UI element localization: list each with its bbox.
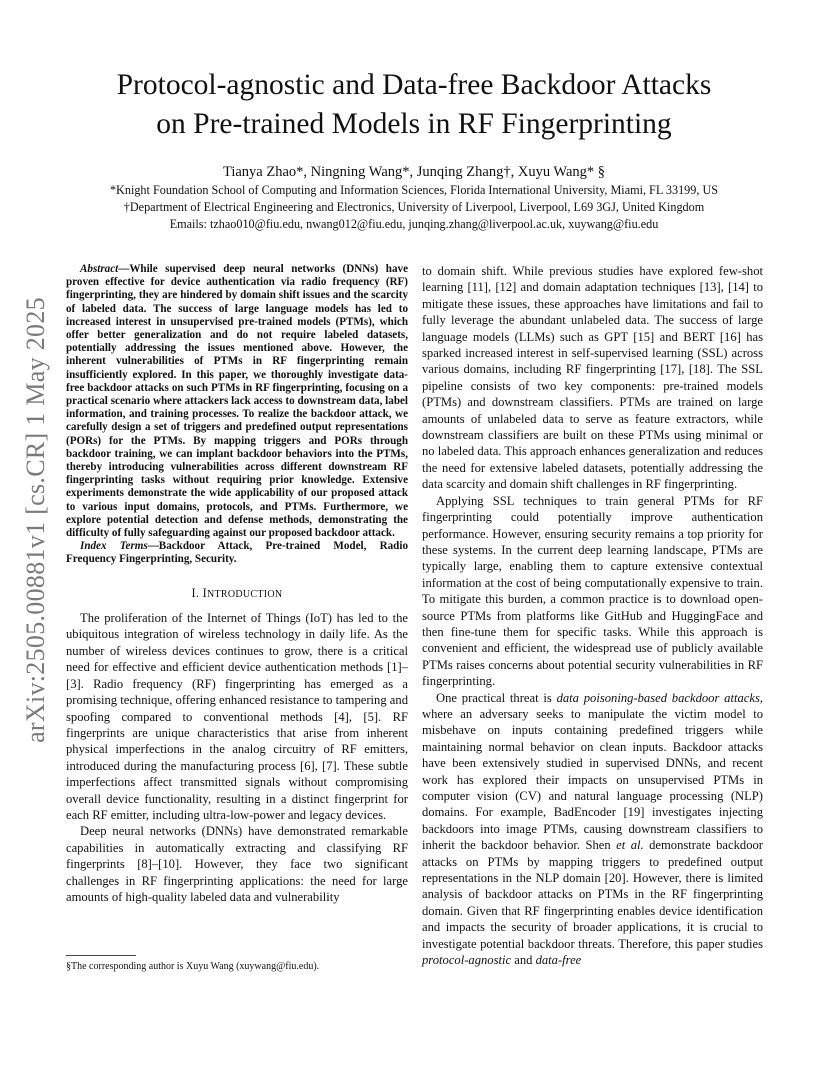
right-paragraph-3: One practical threat is data poisoning-based backdoor attacks, where an adversary seeks to manipulate the victim model to misbehave on inputs containing predefined triggers while maintaining normal behavior on clean inputs. Backdoor attacks have been extensively studied in supervised DNNs, and recent work has explored their impacts on unsupervised PTMs in computer vision (CV) and natural language processing (NLP) domains. For example, BadEncoder [19] investigates injecting backdoors into image PTMs, causing downstream classifiers to inherit the backdoor behavior. Shen et al. demonstrate backdoor attacks on PTMs by mapping triggers to predefined output representations in the NLP domain [20]. However, there is limited analysis of backdoor attacks on PTMs in the RF fingerprinting domain. Given that RF fingerprinting enables device identification and impacts the security of broader applications, it is crucial to investigate potential backdoor threats. Therefore, this paper studies protocol-agnostic and data-free <box>422 690 763 968</box>
paper-title <box>0 66 828 144</box>
affiliation-fiu: *Knight Foundation School of Computing and Information Sciences, Florida International University, Miami, FL 33199, US <box>109 183 719 197</box>
title-line-1: Protocol-agnostic and Data-free Backdoor Attacks <box>116 69 712 101</box>
abstract <box>66 263 408 540</box>
index-terms-label: Index Terms <box>80 540 148 553</box>
title-line-2: on Pre-trained Models in RF Fingerprinting <box>156 108 672 140</box>
right-column <box>422 263 763 968</box>
arxiv-id: arXiv:2505.00881v1 [cs.CR] 1 May 2025 <box>21 297 50 743</box>
index-terms-text: —Backdoor Attack, Pre-trained Model, Radio Frequency Fingerprinting, Security. <box>66 540 408 566</box>
right-paragraph-2: Applying SSL techniques to train general PTMs for RF fingerprinting could potentially improve authentication performance. However, ensuring security remains a top priority for these systems. In the current deep learning landscape, PTMs are typically large, enabling them to capture extensive contextual information at the cost of being computationally expensive to train. To mitigate this burden, a common practice is to download open-source PTMs from platforms like GitHub and HuggingFace and then fine-tune them for specific tasks. While this approach is convenient and efficient, the widespread use of publicly available PTMs raises concerns about potential security vulnerabilities in RF fingerprinting. <box>422 493 763 689</box>
index-terms <box>66 540 408 566</box>
author-list: Tianya Zhao*, Ningning Wang*, Junqing Zhang†, Xuyu Wang* § <box>222 164 606 180</box>
intro-paragraph-1: The proliferation of the Internet of Things (IoT) has led to the ubiquitous integration of wireless technology in daily life. As the number of wireless devices continues to grow, there is a critical need for effective and efficient device authentication methods [1]–[3]. Radio frequency (RF) fingerprinting has emerged as a promising technique, offering enhanced resistance to tampering and spoofing compared to conventional methods [4], [5]. RF fingerprints are unique characteristics that arise from inherent physical imperfections in the analog circuitry of RF emitters, introduced during the manufacturing process [6], [7]. These subtle imperfections affect transmitted signals without compromising overall device functionality, resulting in a distinct fingerprint for each RF emitter, including ultra-low-power and legacy devices. <box>66 611 408 822</box>
abstract-text: —While supervised deep neural networks (DNNs) have proven effective for device authentication via radio frequency (RF) fingerprinting, they are hindered by domain shift issues and the scarcity of labeled data. The success of large language models has led to increased interest in unsupervised pre-trained models (PTMs), which offer better generalization and do not require labeled datasets, potentially addressing the issues mentioned above. However, the inherent vulnerabilities of PTMs in RF fingerprinting remain insufficiently explored. In this paper, we thoroughly investigate data-free backdoor attacks on such PTMs in RF fingerprinting, focusing on a practical scenario where attackers lack access to downstream data, label information, and training processes. To realize the backdoor attack, we carefully design a set of triggers and predefined output representations (PORs) for the PTMs. By mapping triggers and PORs through backdoor training, we can implant backdoor behaviors into the PTMs, thereby introducing vulnerabilities across different downstream RF fingerprinting tasks without requiring prior knowledge. Extensive experiments demonstrate the wide applicability of our proposed attack to various input domains, protocols, and PTMs. Furthermore, we explore potential detection and defense methods, demonstrating the difficulty of fully safeguarding against our proposed backdoor attack. <box>66 263 408 540</box>
footnote-rule <box>66 955 136 956</box>
section-heading-introduction: I. INTRODUCTION <box>191 585 283 600</box>
left-column <box>66 263 408 905</box>
affiliation-liverpool: †Department of Electrical Engineering and Electronics, University of Liverpool, Liverpool, L69 3GJ, United Kingdom <box>123 200 705 214</box>
author-emails: Emails: tzhao010@fiu.edu, nwang012@fiu.edu, junqing.zhang@liverpool.ac.uk, xuywang@fiu.edu <box>169 217 659 231</box>
intro-paragraph-2: Deep neural networks (DNNs) have demonstrated remarkable capabilities in automatically extracting and classifying RF fingerprints [8]–[10]. However, they face two significant challenges in RF fingerprinting applications: the need for large amounts of high-quality labeled data and vulnerability <box>66 824 408 904</box>
right-paragraph-1: to domain shift. While previous studies have explored few-shot learning [11], [12] and domain adaptation techniques [13], [14] to mitigate these issues, these approaches have limitations and fail to fully leverage the abundant unlabeled data. The success of large language models (LLMs) such as GPT [15] and BERT [16] has sparked increased interest in self-supervised learning (SSL) across various domains, including RF fingerprinting [17], [18]. The SSL pipeline consists of two key components: pre-trained models (PTMs) and downstream classifiers. PTMs are trained on large amounts of unlabeled data to serve as feature extractors, while downstream classifiers are built on these PTMs using minimal or no labeled data. This approach enhances generalization and reduces the need for extensive labeled datasets, potentially addressing the data scarcity and domain shift challenges in RF fingerprinting. <box>422 264 763 492</box>
abstract-label: Abstract <box>80 263 119 275</box>
footnote: §The corresponding author is Xuyu Wang (xuywang@fiu.edu). <box>66 961 320 972</box>
arxiv-stamp <box>20 280 52 760</box>
